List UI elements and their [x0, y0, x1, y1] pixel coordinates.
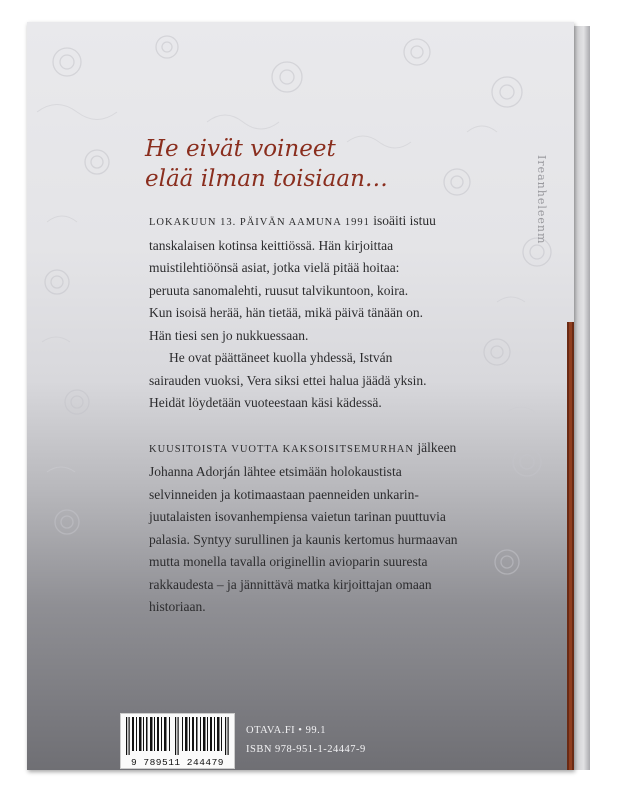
headline-line-1: He eivät voineet: [145, 136, 336, 162]
barcode-number: 9 789511 244479: [121, 757, 234, 768]
headline: [145, 134, 388, 194]
blurb-paragraph-3: [149, 437, 559, 619]
chair-back-image: [567, 322, 574, 770]
paragraph-1-line: muistilehtiöönsä asiat, jotka vielä pitää hoitaa:: [149, 260, 400, 275]
blurb-paragraph-1: [149, 210, 559, 347]
paragraph-3-line: rakkaudesta – ja jännittävä matka kirjoittajan omaan: [149, 576, 432, 592]
paragraph-2-line: sairauden vuoksi, Vera siksi ettei halua jäädä yksin.: [149, 372, 427, 388]
paragraph-1-lead: LOKAKUUN 13. PÄIVÄN AAMUNA 1991: [149, 217, 370, 228]
blurb-paragraph-2: [149, 347, 559, 415]
book-back-cover: [27, 22, 574, 770]
paragraph-1-line: Kun isoisä herää, hän tietää, mikä päivä tänään on.: [149, 305, 424, 320]
barcode: [120, 713, 235, 769]
isbn: ISBN 978-951-1-24447-9: [246, 744, 366, 755]
paragraph-1-line: isoäiti istuu: [369, 213, 436, 228]
barcode-bars: [124, 717, 231, 755]
paragraph-3-line: juutalaisten isovanhempiensa vaietun tarinan puuttuvia: [149, 509, 446, 524]
paragraph-2-line: Heidät löydetään vuoteestaan käsi kädessä.: [149, 395, 382, 410]
publisher-info: [246, 721, 366, 759]
paragraph-3-line: selvinneiden ja kotimaastaan paenneiden unkarin-: [149, 486, 419, 502]
paragraph-3-line: palasia. Syntyy surullinen ja kaunis kertomus hurmaavan: [149, 531, 458, 547]
paragraph-3-lead: KUUSITOISTA VUOTTA KAKSOISITSEMURHAN: [149, 443, 414, 455]
paragraph-3-line: historiaan.: [149, 599, 206, 614]
paragraph-3-line: jälkeen: [413, 439, 457, 455]
paragraph-2-line: He ovat päättäneet kuolla yhdessä, István: [169, 350, 393, 365]
book-spine: [574, 26, 590, 770]
paragraph-3-line: mutta monella tavalla originellin avioparin suuresta: [149, 554, 428, 569]
paragraph-1-line: Hän tiesi sen jo nukkuessaan.: [149, 327, 309, 343]
publisher-line: OTAVA.FI • 99.1: [246, 725, 326, 736]
headline-line-2: elää ilman toisiaan…: [145, 166, 388, 192]
paragraph-1-line: peruuta sanomalehti, ruusut talvikuntoon, koira.: [149, 282, 409, 298]
paragraph-1-line: tanskalaisen kotinsa keittiössä. Hän kirjoittaa: [149, 237, 394, 253]
paragraph-3-line: Johanna Adorján lähtee etsimään holokaustista: [149, 464, 402, 479]
spine-title: Ireanheleenm: [535, 155, 548, 245]
blurb-text: [149, 210, 559, 619]
